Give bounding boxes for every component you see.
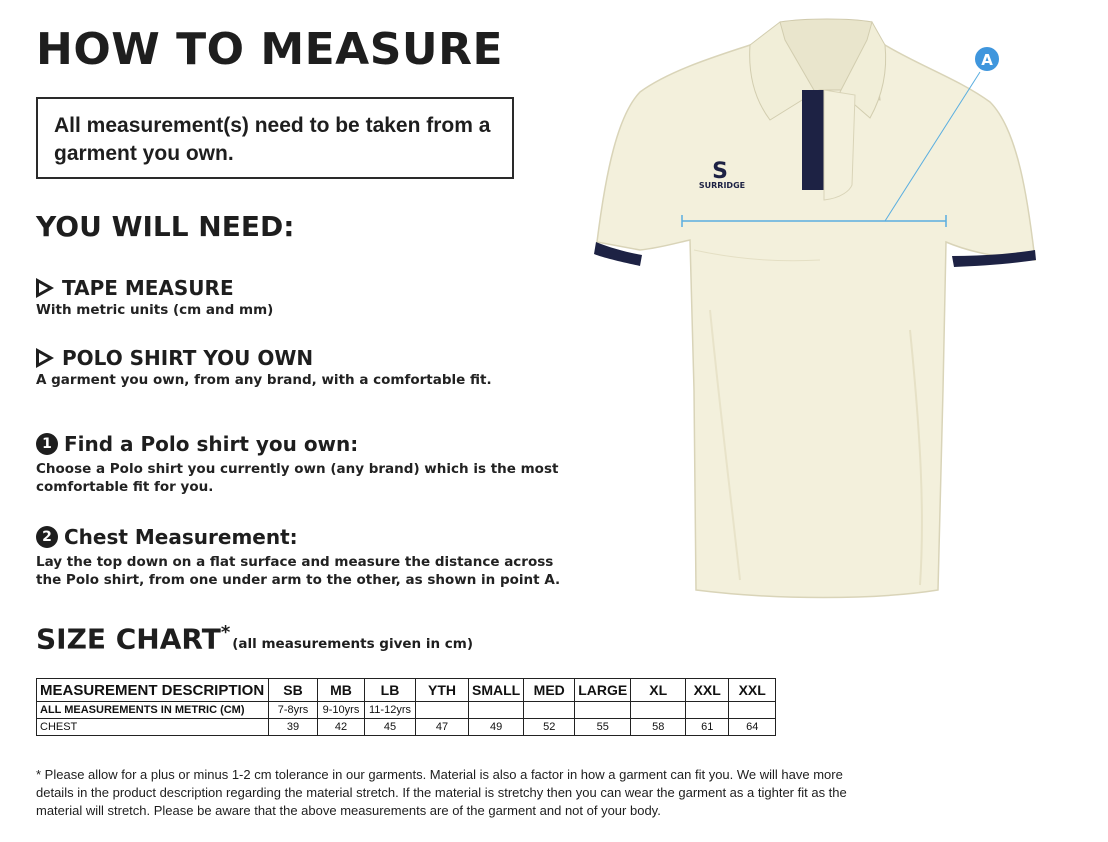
need-item-title: POLO SHIRT YOU OWN (62, 346, 314, 370)
table-header-cell: YTH (416, 679, 469, 702)
polo-shirt-illustration (580, 10, 1100, 610)
brand-name: SURRIDGE (698, 181, 746, 190)
need-item-polo-shirt (36, 346, 492, 388)
table-cell: 7-8yrs (269, 702, 318, 719)
table-cell: 42 (318, 719, 365, 736)
table-header-cell: SMALL (469, 679, 524, 702)
step-2 (36, 525, 576, 589)
table-row (37, 719, 776, 736)
table-header-cell: MB (318, 679, 365, 702)
need-item-subtitle: A garment you own, from any brand, with a comfortable fit. (36, 372, 492, 388)
step-text: Lay the top down on a flat surface and measure the distance across the Polo shirt, from one under arm to the other, as shown in point A. (36, 554, 561, 588)
table-cell: 55 (575, 719, 631, 736)
table-cell (575, 702, 631, 719)
need-item-tape-measure (36, 276, 273, 318)
table-cell: 11-12yrs (365, 702, 416, 719)
table-header-cell: XXL (729, 679, 776, 702)
table-cell: 64 (729, 719, 776, 736)
footnote: * Please allow for a plus or minus 1-2 cm tolerance in our garments. Material is also a factor in how a garment can fit you. We will have more details in the product description regarding the material stretch. If the material is stretchy then you can wear the garment as a tighter fit as the material will stretch. Please be aware that the above measurements are of the garment and not of your body. (36, 767, 847, 818)
step-number-icon: 2 (36, 526, 58, 548)
step-1 (36, 432, 576, 496)
table-cell (729, 702, 776, 719)
page-title: HOW TO MEASURE (36, 24, 504, 75)
triangle-bullet-icon (36, 278, 54, 298)
asterisk: * (220, 622, 231, 643)
size-chart-title: SIZE CHART (36, 622, 221, 656)
logo-s-mark: S (712, 159, 728, 184)
table-cell: 61 (686, 719, 729, 736)
table-cell: 9-10yrs (318, 702, 365, 719)
table-header-cell: SB (269, 679, 318, 702)
size-chart-heading (36, 622, 473, 655)
need-item-subtitle: With metric units (cm and mm) (36, 302, 274, 318)
table-header-cell: XL (631, 679, 686, 702)
step-title: Chest Measurement: (64, 525, 298, 549)
table-cell (631, 702, 686, 719)
table-cell (416, 702, 469, 719)
table-header-cell: LB (365, 679, 416, 702)
table-cell: 39 (269, 719, 318, 736)
table-header-cell: MEASUREMENT DESCRIPTION (37, 679, 269, 702)
notice-box: All measurement(s) need to be taken from a garment you own. (36, 97, 514, 179)
table-cell: 45 (365, 719, 416, 736)
size-chart-note: (all measurements given in cm) (232, 636, 474, 653)
table-cell (524, 702, 575, 719)
table-cell: 49 (469, 719, 524, 736)
table-header-row (37, 679, 776, 702)
table-header-cell: LARGE (575, 679, 631, 702)
table-header-cell: XXL (686, 679, 729, 702)
point-a-label: A (981, 51, 993, 69)
table-cell (686, 702, 729, 719)
table-cell: 52 (524, 719, 575, 736)
step-title: Find a Polo shirt you own: (64, 432, 359, 456)
step-text: Choose a Polo shirt you currently own (any brand) which is the most comfortable fit for you. (36, 461, 559, 495)
size-chart-table (36, 678, 776, 736)
triangle-bullet-icon (36, 348, 54, 368)
need-item-title: TAPE MEASURE (62, 276, 234, 300)
table-row (37, 702, 776, 719)
table-cell: CHEST (37, 719, 269, 736)
table-cell (469, 702, 524, 719)
table-header-cell: MED (524, 679, 575, 702)
you-will-need-heading: YOU WILL NEED: (36, 210, 295, 243)
step-number-icon: 1 (36, 433, 58, 455)
table-cell: 58 (631, 719, 686, 736)
table-cell: ALL MEASUREMENTS IN METRIC (CM) (37, 702, 269, 719)
table-cell: 47 (416, 719, 469, 736)
